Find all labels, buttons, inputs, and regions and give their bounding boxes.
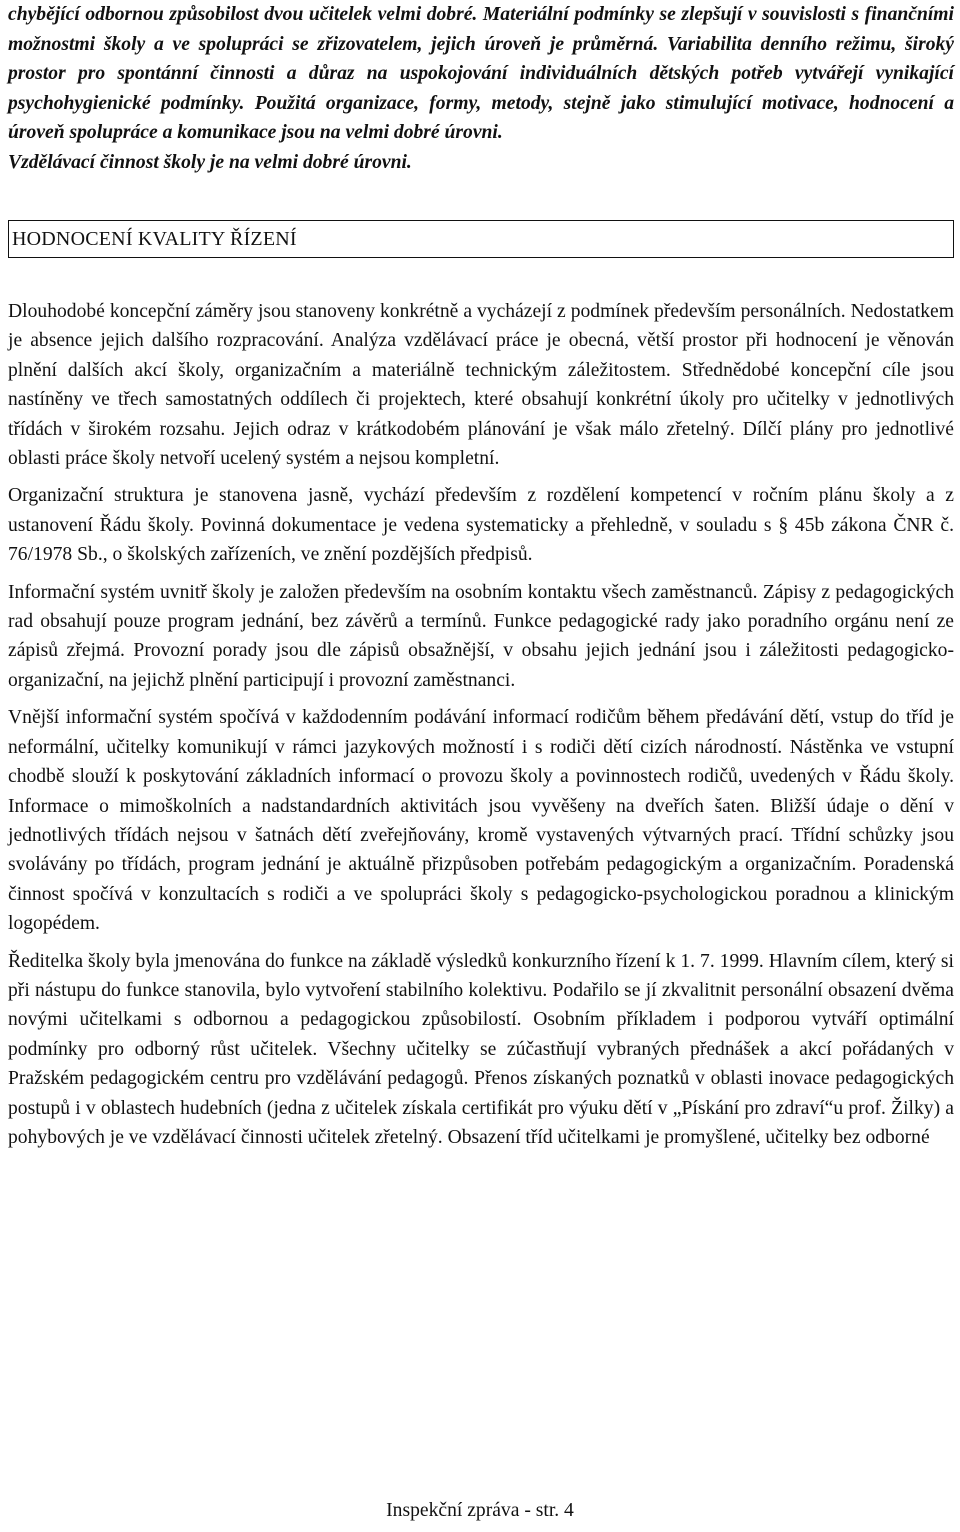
paragraph-organization: Organizační struktura je stanovena jasně, vychází především z rozdělení kompetencí v ročním plánu školy a z ustanovení Řádu školy. Povinná dokumentace je vedena systematicky a přehledně, v souladu s § 45b zákona ČNR č. 76/1978 Sb., o školských zařízeních, ve znění pozdějších předpisů. [8, 485, 954, 566]
paragraph-internal-info: Informační systém uvnitř školy je založen především na osobním kontaktu všech zaměstnanců. Zápisy z pedagogických rad obsahují pouze program jednání, bez závěrů a termínů. Funkce pedagogické rady jako poradního orgánu není ze zápisů zřejmá. Provozní porady jsou dle zápisů obsažnější, v obsahu jejich jednání jsou i záležitosti pedagogicko-organizační, na jejichž plnění participují i provozní zaměstnanci. [8, 581, 954, 691]
intro-paragraph: chybějící odbornou způsobilost dvou učitelek velmi dobré. Materiální podmínky se zlepšují v souvislosti s finančními možnostmi školy a ve spolupráci se zřizovatelem, jejich úroveň je průměrná. Variabilita denního režimu, široký prostor pro spontánní činnosti a důraz na uspokojování individuálních dětských potřeb vytvářejí vynikající psychohygienické podmínky. Použitá organizace, formy, metody, stejně jako stimulující motivace, hodnocení a úroveň spolupráce a komunikace jsou na velmi dobré úrovni. [8, 4, 954, 143]
section-heading: HODNOCENÍ KVALITY ŘÍZENÍ [12, 227, 297, 250]
paragraph-director: Ředitelka školy byla jmenována do funkce na základě výsledků konkurzního řízení k 1. 7. 1999. Hlavním cílem, který si při nástupu do funkce stanovila, bylo vytvoření stabilního kolektivu. Podařilo se jí zkvalitnit personální obsazení dvěma novými učitelkami s odbornou a pedagogickou způsobilostí. Osobním příkladem i podporou vytváří optimální podmínky pro odborný růst učitelek. Všechny učitelky se zúčastňují vybraných přednášek a akcí pořádaných v Pražském pedagogickém centru pro vzdělávání pedagogů. Přenos získaných poznatků v oblasti inovace pedagogických postupů i v oblastech hudebních (jedna z učitelek získala certifikát pro výuku dětí v „Pískání pro zdraví“u prof. Žilky) a pohybových je ve vzdělávací činnosti učitelek zřetelný. Obsazení tříd učitelkami je promyšlené, učitelky bez odborné [8, 950, 954, 1148]
paragraph-concept: Dlouhodobé koncepční záměry jsou stanoveny konkrétně a vycházejí z podmínek především personálních. Nedostatkem je absence jejich dalšího rozpracování. Analýza vzdělávací práce je obecná, větší prostor při hodnocení je věnován plnění dalších akcí školy, organizačním a materiálně technickým záležitostem. Střednědobé koncepční cíle jsou nastíněny ve třech samostatných oddílech či projektech, které obsahují konkrétní úkoly pro učitelky v jednotlivých třídách v širokém rozsahu. Jejich odraz v krátkodobém plánování je však málo zřetelný. Dílčí plány pro jednotlivé oblasti práce školy netvoří ucelený systém a nejsou kompletní. [8, 301, 954, 470]
page-footer: Inspekční zpráva - str. 4 [386, 1500, 574, 1521]
intro-conclusion: Vzdělávací činnost školy je na velmi dobré úrovni. [8, 151, 412, 173]
paragraph-external-info: Vnější informační systém spočívá v každodenním podávání informací rodičům během předávání dětí, vstup do tříd je neformální, učitelky komunikují v rámci jazykových možností i s rodiči dětí cizích národností. Nástěnka ve vstupní chodbě slouží k poskytování základních informací o provozu školy a povinnostech rodičů, uvedených v Řádu školy. Informace o mimoškolních a nadstandardních aktivitách jsou vyvěšeny na dveřích šaten. Bližší údaje o dění v jednotlivých třídách nejsou v šatnách dětí zveřejňovány, kromě vystavených výtvarných prací. Třídní schůzky jsou svolávány po třídách, program jednání je aktuálně přizpůsoben potřebám pedagogickým a organizačním. Poradenská činnost spočívá v konzultacích s rodiči a ve spolupráci školy s pedagogicko-psychologickou poradnou a klinickým logopédem. [8, 707, 954, 935]
document-page [8, 0, 954, 1152]
section-heading-box [8, 220, 954, 258]
